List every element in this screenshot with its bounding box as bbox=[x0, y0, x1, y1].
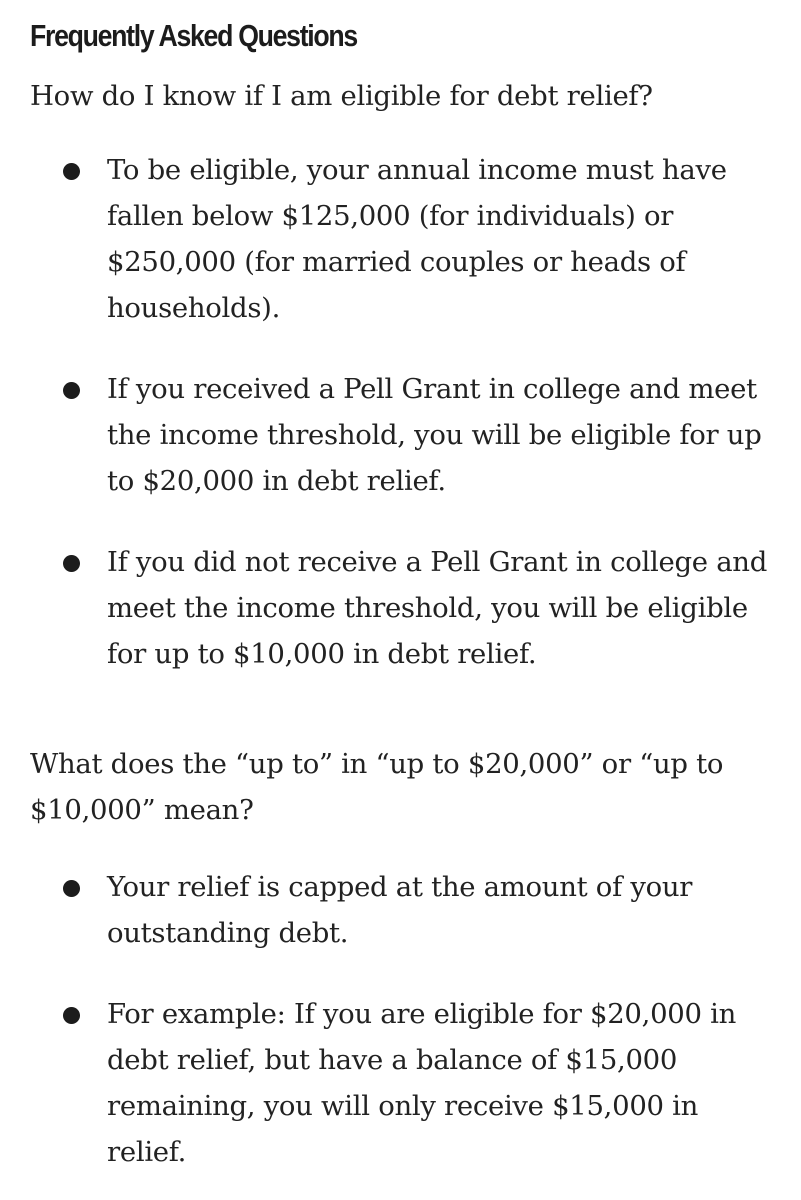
list-item bbox=[0, 864, 801, 956]
answer-text: For example: If you are eligible for $20,000 in debt relief, but have a balance of $15,000 remaining, you will only receive $15,000 in relief. bbox=[107, 998, 737, 1168]
list-item bbox=[0, 147, 801, 331]
answer-text: To be eligible, your annual income must have fallen below $125,000 (for individuals) or $250,000 (for married couples or heads of households). bbox=[107, 154, 727, 324]
faq-question: How do I know if I am eligible for debt relief? bbox=[30, 80, 653, 112]
list-item bbox=[0, 366, 801, 504]
answer-list bbox=[0, 147, 801, 677]
bullet-icon bbox=[63, 1007, 80, 1024]
list-item bbox=[0, 539, 801, 677]
faq-question: What does the “up to” in “up to $20,000” or “up to $10,000” mean? bbox=[30, 748, 724, 826]
bullet-icon bbox=[63, 880, 80, 897]
bullet-icon bbox=[63, 163, 80, 180]
list-item bbox=[0, 991, 801, 1175]
answer-text: Your relief is capped at the amount of your outstanding debt. bbox=[107, 871, 693, 949]
answer-text: If you received a Pell Grant in college and meet the income threshold, you will be eligible for up to $20,000 in debt relief. bbox=[107, 373, 762, 497]
answer-list bbox=[0, 864, 801, 1175]
bullet-icon bbox=[63, 555, 80, 572]
answer-text: If you did not receive a Pell Grant in college and meet the income threshold, you will be eligible for up to $10,000 in debt relief. bbox=[107, 546, 767, 670]
bullet-icon bbox=[63, 382, 80, 399]
faq-heading: Frequently Asked Questions bbox=[30, 18, 357, 53]
